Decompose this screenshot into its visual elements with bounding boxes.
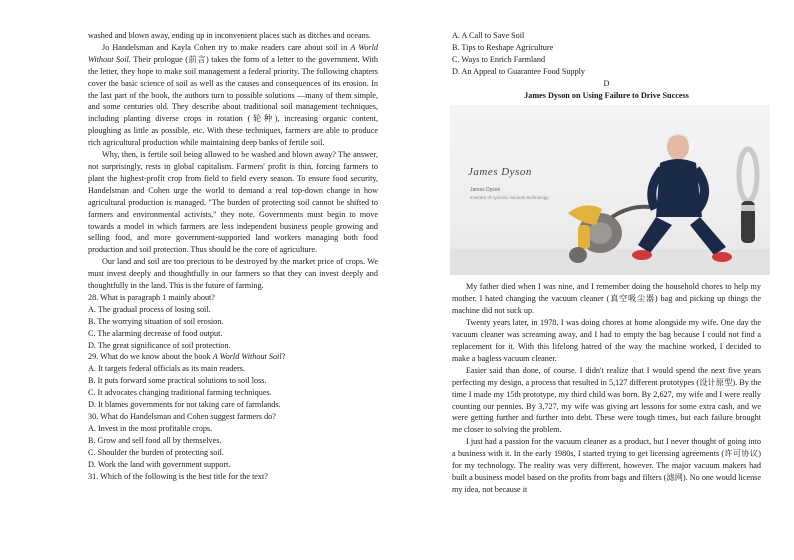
section-title: James Dyson on Using Failure to Drive Success: [524, 90, 689, 100]
q28-option-c[interactable]: C. The alarming decrease of food output.: [88, 328, 223, 338]
paragraph-why: Why, then, is fertile soil being allowed to be washed and blown away? The answer, not surprisingly, rests in global capitalism. Farmers' profit is thin, forcing farmers to plant the highest-profit crop from field to field every season. To ensure food security, Handelsman and Cohen urge the world to demand a real top-down change in how agricultural production is managed. "The burden of protecting soil cannot be shifted to farmers and environmental activists," they note. Governments must begin to move towards a model in which farmers are less independent business people growing and selling food, and more government-supported land workers managing both food production and soil protection. Thus should be the core of agriculture.: [88, 150, 378, 255]
q31-option-b[interactable]: B. Tips to Reshape Agriculture: [452, 42, 554, 52]
paragraph-book-intro: Jo Handelsman and Kayla Cohen try to make readers care about soil in A World Without Soil. Their prologue (前言) takes the form of a letter to the government. With the letter, they hope to make soil management a federal priority. The following chapters cover the basic science of soil as well as the causes and consequences of its erosion. In the last part of the book, the authors turn to possible solutions —many of them simple, and some centuries old. They describe about traditional soil management techniques, including planting diverse crops in rotation (轮种), increasing organic content, ploughing as little as possible, etc. With these techniques, farmers are able to produce rich agricultural production while maintaining deep banks of fertile soil.: [88, 42, 378, 148]
q29-option-d[interactable]: D. It blames governments for not taking care of farmlands.: [88, 400, 281, 410]
q31-option-a[interactable]: A. A Call to Save Soil: [452, 31, 525, 40]
question-29: 29. What do we know about the book A World Without Soil?: [88, 352, 286, 362]
right-column: [452, 30, 761, 496]
q29-option-a[interactable]: A. It targets federal officials as its main readers.: [88, 364, 246, 374]
q30-option-c[interactable]: C. Shoulder the burden of protecting soil.: [88, 447, 224, 457]
left-column: [88, 30, 378, 482]
question-28: 28. What is paragraph 1 mainly about?: [88, 292, 215, 302]
dyson-paragraph-1: My father died when I was nine, and I remember doing the household chores to help my mother. I hated changing the vacuum cleaner (真空吸尘器) bag and picking up things the machine did not suck up.: [452, 282, 761, 316]
q31-option-c[interactable]: C. Ways to Enrich Farmland: [452, 54, 546, 64]
question-31: 31. Which of the following is the best title for the text?: [88, 471, 268, 481]
book-title: A World Without Soil: [88, 42, 378, 64]
photo-caption-name: James Dyson: [470, 187, 501, 194]
q29-option-b[interactable]: B. It puts forward some practical solutions to soil loss.: [88, 376, 267, 386]
dyson-signature: James Dyson: [468, 166, 532, 179]
photo-illustration: [450, 105, 770, 275]
intro-paragraph: washed and blown away, ending up in inconvenient places such as ditches and oceans.: [88, 31, 371, 40]
dyson-photo: [450, 105, 770, 275]
q28-option-b[interactable]: B. The worrying situation of soil erosion.: [88, 316, 224, 326]
q30-option-b[interactable]: B. Grow and sell food all by themselves.: [88, 435, 222, 445]
dyson-paragraph-4: I just had a passion for the vacuum cleaner as a product, but I never thought of going into a business with it. In the early 1980s, I started trying to get licensing agreements (许可协议) for my technology. The reality was very different, however. The major vacuum makers had built a business model based on the profits from bags and filters (滤网). No one would license my idea, not because it: [452, 437, 761, 494]
q28-option-a[interactable]: A. The gradual process of losing soil.: [88, 304, 211, 314]
dyson-paragraph-3: Easier said than done, of course. I didn't realize that I would spend the next five years perfecting my design, a process that resulted in 5,127 different prototypes (设计原型). By the time I made my 15th prototype, my third child was born. By 2,627, my wife and I were really counting our pennies. By 3,727, my wife was giving art lessons for some extra cash, and we were getting further and further into debt. These were tough times, but each failure brought me closer to solving the problem.: [452, 365, 761, 435]
bladeless-fan-icon: [739, 149, 757, 243]
question-30: 30. What do Handelsman and Cohen suggest farmers do?: [88, 412, 276, 421]
photo-caption-role: Inventor of cyclonic vacuum technology: [470, 195, 549, 201]
person-icon: [632, 133, 732, 262]
q30-option-a[interactable]: A. Invest in the most profitable crops.: [88, 423, 213, 433]
dyson-paragraph-2: Twenty years later, in 1978, I was doing chores at home alongside my wife. One day the vacuum cleaner was screaming away, and I had to empty the bag because I could not find a replacement for it. With this lifelong hatred of the way the machine worked, I decided to make a bagless vacuum cleaner.: [452, 318, 761, 363]
q29-option-c[interactable]: C. It advocates changing traditional farming techniques.: [88, 388, 272, 398]
section-letter: D: [603, 78, 610, 88]
paragraph-conclusion: Our land and soil are too precious to be destroyed by the market price of crops. We must invest deeply and thoughtfully in our farmers so that they can invest deeply and thoughtfully in the land. This is the future of farming.: [88, 257, 378, 291]
q31-option-d[interactable]: D. An Appeal to Guarantee Food Supply: [452, 66, 586, 76]
q30-option-d[interactable]: D. Work the land with government support.: [88, 459, 231, 469]
q28-option-d[interactable]: D. The great significance of soil protection.: [88, 340, 231, 350]
